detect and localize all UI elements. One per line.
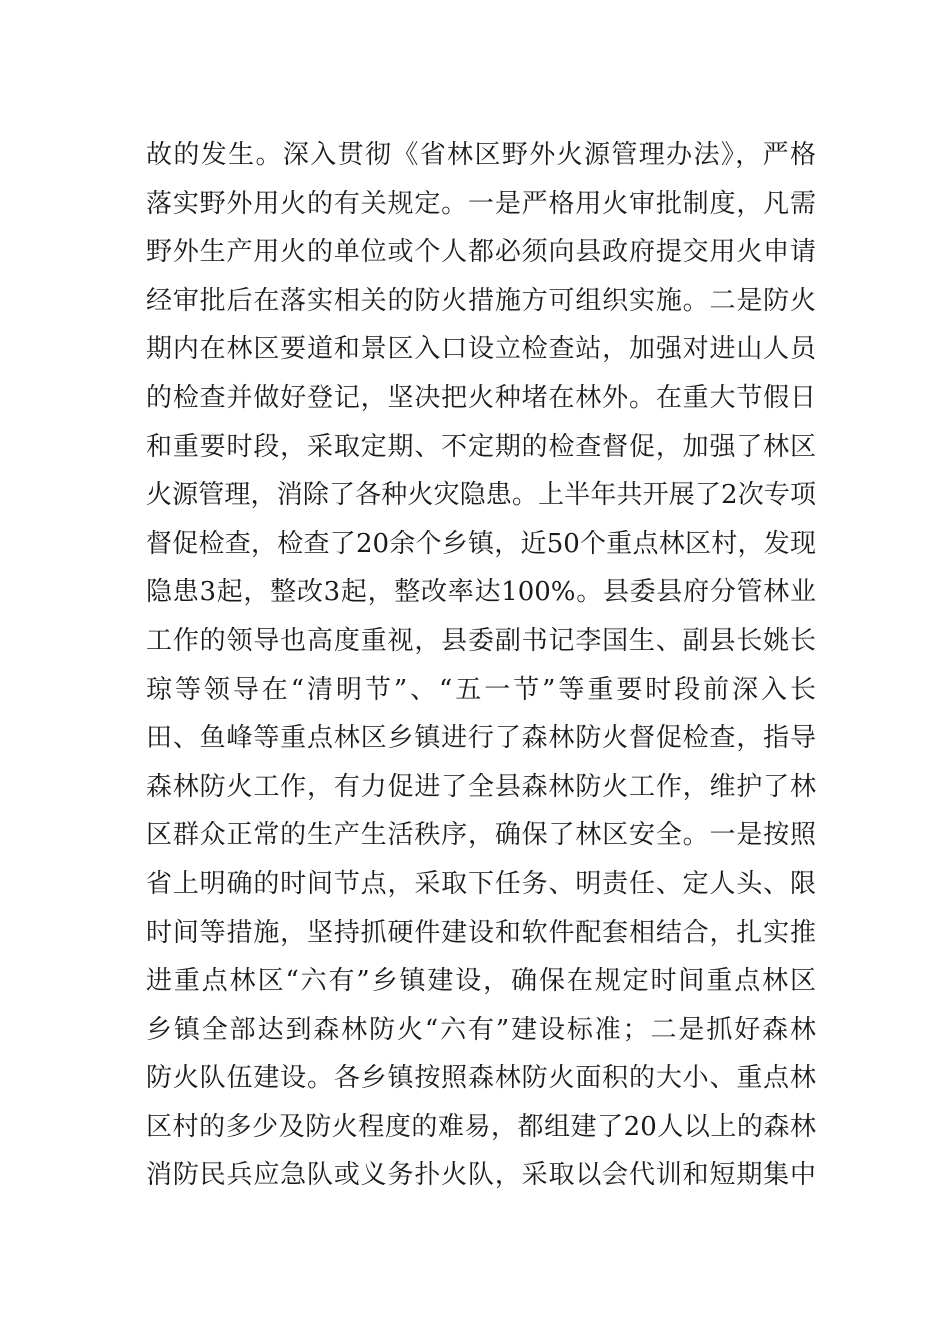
text-line: 工作的领导也高度重视，县委副书记李国生、副县长姚长 [146, 625, 816, 656]
text-line: 进重点林区“六有”乡镇建设，确保在规定时间重点林区 [146, 966, 816, 997]
text-line: 乡镇全部达到森林防火“六有”建设标准；二是抓好森林 [146, 1014, 816, 1045]
text-line: 田、鱼峰等重点林区乡镇进行了森林防火督促检查，指导 [146, 723, 816, 754]
text-line: 经审批后在落实相关的防火措施方可组织实施。二是防火 [146, 285, 816, 316]
text-line: 督促检查，检查了20余个乡镇，近50个重点林区村，发现 [146, 528, 816, 559]
text-line: 防火队伍建设。各乡镇按照森林防火面积的大小、重点林 [146, 1063, 816, 1094]
text-line: 隐患3起，整改3起，整改率达100%。县委县府分管林业 [146, 577, 816, 608]
text-line: 的检查并做好登记，坚决把火种堵在林外。在重大节假日 [146, 382, 816, 413]
text-line: 故的发生。深入贯彻《省林区野外火源管理办法》，严格 [146, 140, 816, 170]
text-line: 消防民兵应急队或义务扑火队，采取以会代训和短期集中 [146, 1160, 816, 1191]
text-line: 落实野外用火的有关规定。一是严格用火审批制度，凡需 [146, 188, 816, 219]
text-line: 火源管理，消除了各种火灾隐患。上半年共开展了2次专项 [146, 480, 816, 511]
body-text [146, 131, 816, 1200]
text-line: 时间等措施，坚持抓硬件建设和软件配套相结合，扎实推 [146, 917, 816, 948]
text-line: 森林防火工作，有力促进了全县森林防火工作，维护了林 [146, 771, 816, 802]
text-line: 琼等领导在“清明节”、“五一节”等重要时段前深入长 [146, 674, 816, 705]
text-line: 区群众正常的生产生活秩序，确保了林区安全。一是按照 [146, 820, 816, 851]
text-line: 区村的多少及防火程度的难易，都组建了20人以上的森林 [146, 1111, 816, 1142]
text-line: 野外生产用火的单位或个人都必须向县政府提交用火申请 [146, 237, 816, 268]
text-line: 省上明确的时间节点，采取下任务、明责任、定人头、限 [146, 868, 816, 899]
text-line: 和重要时段，采取定期、不定期的检查督促，加强了林区 [146, 431, 816, 462]
text-line: 期内在林区要道和景区入口设立检查站，加强对进山人员 [146, 334, 816, 365]
